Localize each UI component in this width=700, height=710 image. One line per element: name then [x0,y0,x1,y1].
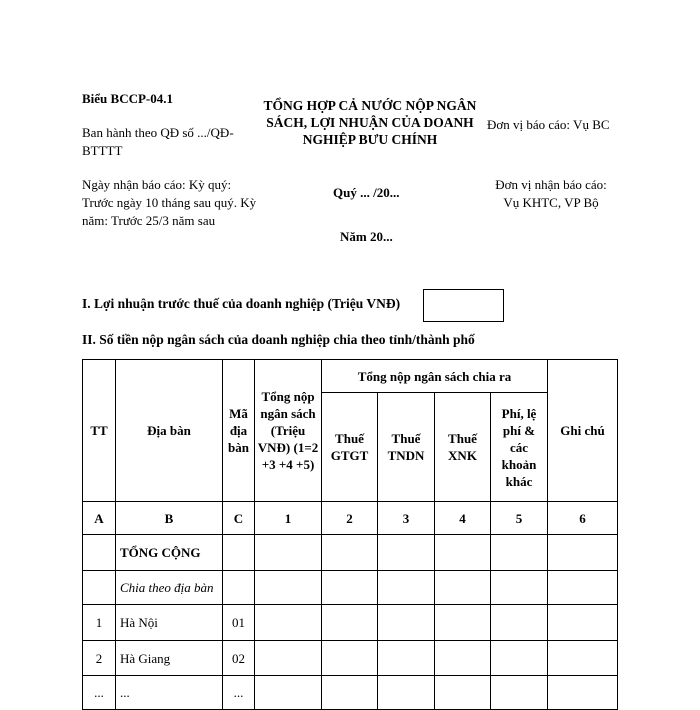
receiving-unit: Đơn vị nhận báo cáo: Vụ KHTC, VP Bộ [495,177,607,210]
profit-input-box[interactable] [423,289,504,322]
row-area: ... [116,676,223,710]
table-row-total [83,535,618,571]
budget-table [82,359,618,710]
header-area-code: Mã địa bàn [223,360,255,502]
row-code [223,571,255,605]
row-code: 01 [223,605,255,641]
header-notes: Ghi chú [548,360,618,502]
table-row-by-area [83,571,618,605]
col-code-2: 2 [322,502,378,535]
header-xnk: Thuế XNK [435,393,491,502]
header-tt: TT [83,360,116,502]
receive-date-info: Ngày nhận báo cáo: Kỳ quý: Trước ngày 10 tháng sau quý. Kỳ năm: Trước 25/3 năm sau [82,177,257,228]
section-2-label: II. Số tiền nộp ngân sách của doanh nghiệp chia theo tỉnh/thành phố [82,332,475,347]
row-tt [83,571,116,605]
row-area: TỔNG CỘNG [116,535,223,571]
col-code-4: 4 [435,502,491,535]
row-code: ... [223,676,255,710]
col-code-a: A [83,502,116,535]
row-tt: 1 [83,605,116,641]
row-tt: ... [83,676,116,710]
col-code-1: 1 [255,502,322,535]
column-code-row [83,502,618,535]
section-1-label: I. Lợi nhuận trước thuế của doanh nghiệp (Triệu VNĐ) [82,296,401,311]
header-vat: Thuế GTGT [322,393,378,502]
header-area: Địa bàn [116,360,223,502]
document-title: TỔNG HỢP CẢ NƯỚC NỘP NGÂN SÁCH, LỢI NHUẬN CỦA DOANH NGHIỆP BƯU CHÍNH [263,98,477,147]
row-code [223,535,255,571]
col-code-5: 5 [491,502,548,535]
table-row [83,605,618,641]
header-breakdown: Tổng nộp ngân sách chia ra [322,360,548,393]
report-quarter: Quý ... /20... [333,185,400,200]
report-year: Năm 20... [340,229,393,244]
table-row [83,641,618,676]
col-code-c: C [223,502,255,535]
row-tt: 2 [83,641,116,676]
reporting-unit: Đơn vị báo cáo: Vụ BC [487,117,610,132]
table-row [83,676,618,710]
col-code-3: 3 [378,502,435,535]
issued-by-decision: Ban hành theo QĐ số .../QĐ-BTTTT [82,125,234,158]
header-cit: Thuế TNDN [378,393,435,502]
col-code-b: B [116,502,223,535]
row-tt [83,535,116,571]
header-row-1 [83,360,618,393]
row-area: Hà Nội [116,605,223,641]
row-area: Chia theo địa bàn [116,571,223,605]
row-area: Hà Giang [116,641,223,676]
form-code: Biểu BCCP-04.1 [82,91,173,106]
row-code: 02 [223,641,255,676]
header-total: Tổng nộp ngân sách (Triệu VNĐ) (1=2 +3 +4 +5) [255,360,322,502]
header-fees: Phí, lệ phí & các khoản khác [491,393,548,502]
col-code-6: 6 [548,502,618,535]
